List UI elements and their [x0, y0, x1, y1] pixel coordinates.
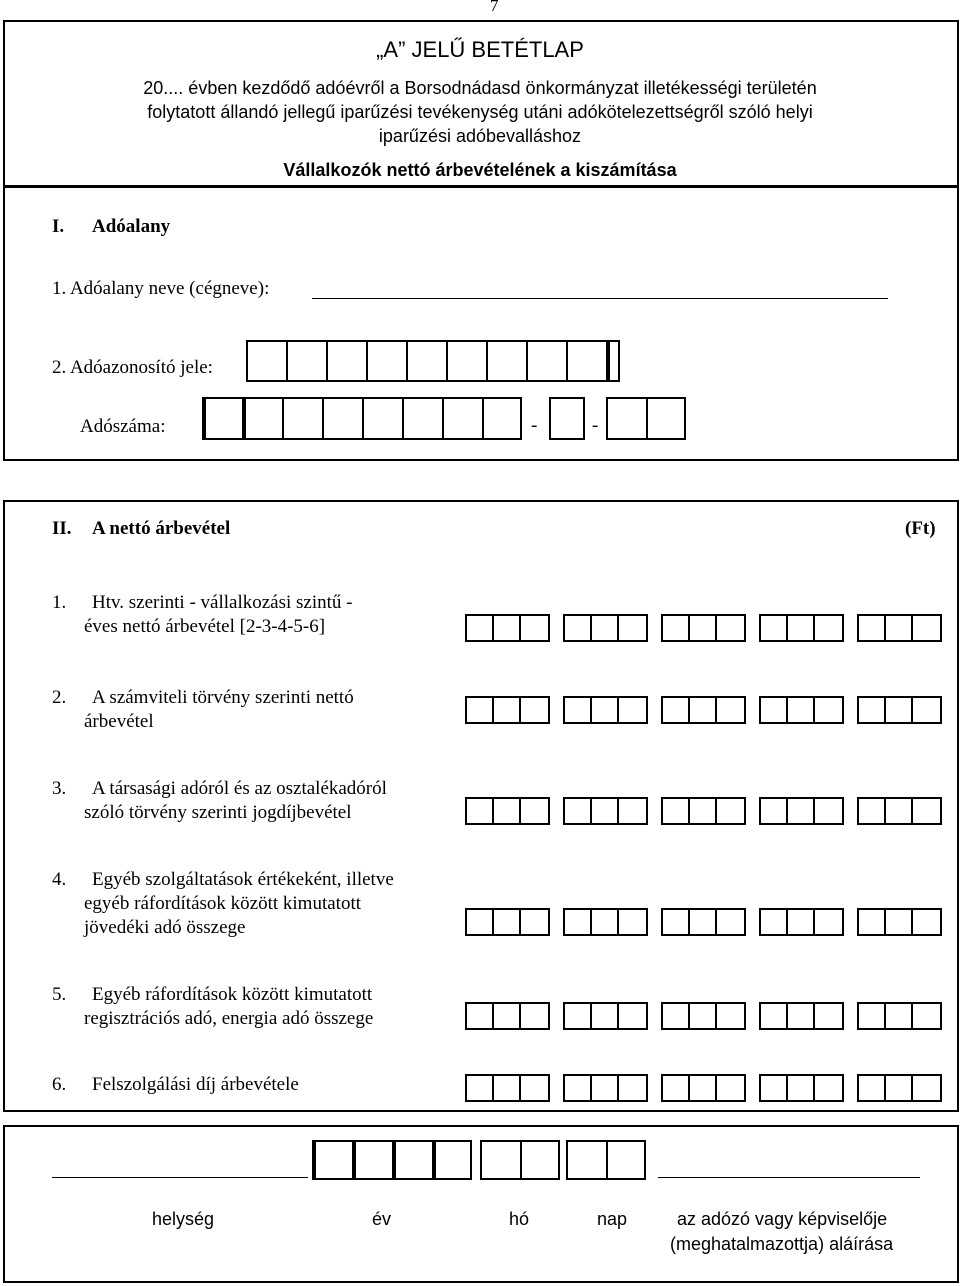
amount-digit-cell[interactable]: [761, 799, 788, 823]
amount-digit-cell[interactable]: [717, 910, 744, 934]
amount-digit-cell[interactable]: [467, 1004, 494, 1028]
amount-digit-group[interactable]: [759, 1074, 844, 1102]
taxnumber-cell[interactable]: [202, 399, 242, 438]
revenue-item-number: 1.: [52, 592, 67, 613]
section1-title: Adóalany: [92, 216, 171, 237]
revenue-item-label: Felszolgálási díj árbevétele: [92, 1074, 299, 1095]
header-line-2: folytatott állandó jellegű iparűzési tevékenység utáni adókötelezettségről szóló helyi: [147, 102, 813, 122]
taxnumber-cell[interactable]: [646, 399, 686, 438]
header-subtitle: Vállalkozók nettó árbevételének a kiszámítása: [283, 160, 677, 180]
taxnumber-cell[interactable]: [482, 399, 522, 438]
amount-digit-cell[interactable]: [565, 1076, 592, 1100]
taxid-cell[interactable]: [526, 342, 566, 380]
amount-digit-cell[interactable]: [521, 698, 548, 722]
amount-digit-cell[interactable]: [886, 616, 913, 640]
amount-digit-cell[interactable]: [717, 1076, 744, 1100]
taxnumber-cell[interactable]: [606, 399, 646, 438]
amount-digit-cell[interactable]: [619, 910, 646, 934]
taxid-cells[interactable]: [246, 340, 620, 382]
amount-digit-cell[interactable]: [717, 616, 744, 640]
month-cell[interactable]: [520, 1142, 560, 1178]
amount-digit-group[interactable]: [759, 1002, 844, 1030]
amount-digit-cell[interactable]: [859, 799, 886, 823]
amount-digit-cell[interactable]: [565, 616, 592, 640]
amount-digit-cell[interactable]: [663, 1076, 690, 1100]
amount-digit-group[interactable]: [563, 1002, 648, 1030]
amount-digit-cell[interactable]: [663, 698, 690, 722]
amount-digit-cell[interactable]: [690, 1004, 717, 1028]
amount-digit-cell[interactable]: [592, 616, 619, 640]
day-label: nap: [597, 1209, 628, 1229]
amount-digit-group[interactable]: [661, 696, 746, 724]
amount-digit-group[interactable]: [759, 797, 844, 825]
taxid-cell[interactable]: [246, 342, 286, 380]
amount-digit-group[interactable]: [661, 908, 746, 936]
taxid-cell[interactable]: [326, 342, 366, 380]
revenue-item-label: éves nettó árbevétel [2-3-4-5-6]: [84, 616, 326, 637]
year-cell[interactable]: [352, 1142, 392, 1178]
amount-digit-cell[interactable]: [717, 799, 744, 823]
amount-digit-cell[interactable]: [565, 799, 592, 823]
taxid-cell[interactable]: [286, 342, 326, 380]
amount-digit-cell[interactable]: [717, 698, 744, 722]
amount-digit-cell[interactable]: [690, 799, 717, 823]
taxid-cell[interactable]: [366, 342, 406, 380]
year-label: év: [372, 1209, 392, 1229]
amount-digit-group[interactable]: [465, 908, 550, 936]
signer-label-line2: (meghatalmazottja) aláírása: [670, 1234, 894, 1254]
revenue-item-number: 5.: [52, 984, 67, 1005]
amount-digit-cell[interactable]: [467, 910, 494, 934]
revenue-item-label: jövedéki adó összege: [84, 917, 246, 938]
taxnumber-cell[interactable]: [549, 399, 585, 438]
taxid-field-label: 2. Adóazonosító jele:: [52, 357, 213, 378]
amount-digit-cell[interactable]: [467, 1076, 494, 1100]
taxnumber-separator-2: -: [592, 415, 599, 436]
signature-underline[interactable]: [658, 1177, 920, 1178]
taxid-cell[interactable]: [406, 342, 446, 380]
amount-digit-cell[interactable]: [565, 1004, 592, 1028]
revenue-item-label: egyéb ráfordítások között kimutatott: [84, 893, 362, 914]
amount-digit-group[interactable]: [857, 797, 942, 825]
amount-digit-cell[interactable]: [815, 616, 842, 640]
month-label: hó: [509, 1209, 530, 1229]
amount-digit-cell[interactable]: [663, 616, 690, 640]
amount-digit-cell[interactable]: [467, 616, 494, 640]
amount-digit-cell[interactable]: [886, 698, 913, 722]
amount-digit-cell[interactable]: [663, 799, 690, 823]
name-field-label: 1. Adóalany neve (cégneve):: [52, 278, 270, 299]
amount-digit-cell[interactable]: [494, 910, 521, 934]
amount-digit-group[interactable]: [563, 696, 648, 724]
amount-digit-cell[interactable]: [521, 616, 548, 640]
amount-digit-cell[interactable]: [913, 799, 940, 823]
revenue-item-number: 3.: [52, 778, 67, 799]
amount-digit-cell[interactable]: [788, 910, 815, 934]
taxnumber-cell[interactable]: [362, 399, 402, 438]
amount-digit-cell[interactable]: [521, 1076, 548, 1100]
taxnumber-cell[interactable]: [442, 399, 482, 438]
amount-digit-cell[interactable]: [663, 910, 690, 934]
name-field-value[interactable]: [312, 276, 887, 298]
amount-digit-group[interactable]: [661, 1002, 746, 1030]
amount-digit-cell[interactable]: [592, 799, 619, 823]
amount-digit-group[interactable]: [857, 1002, 942, 1030]
day-cell[interactable]: [606, 1142, 646, 1178]
amount-digit-cell[interactable]: [913, 698, 940, 722]
amount-digit-cell[interactable]: [663, 1004, 690, 1028]
amount-digit-group[interactable]: [563, 797, 648, 825]
amount-digit-cell[interactable]: [886, 1076, 913, 1100]
amount-digit-cell[interactable]: [859, 616, 886, 640]
page-number: 7: [490, 0, 499, 15]
amount-digit-group[interactable]: [563, 614, 648, 642]
year-cell[interactable]: [312, 1142, 352, 1178]
amount-digit-cell[interactable]: [788, 616, 815, 640]
section1-number: I.: [52, 216, 65, 237]
taxnumber-cells-main[interactable]: [202, 397, 522, 440]
taxid-cell[interactable]: [486, 342, 526, 380]
amount-digit-cell[interactable]: [761, 910, 788, 934]
amount-digit-cell[interactable]: [565, 910, 592, 934]
amount-digit-cell[interactable]: [494, 616, 521, 640]
amount-digit-group[interactable]: [759, 614, 844, 642]
year-cell[interactable]: [392, 1142, 432, 1178]
amount-digit-cell[interactable]: [619, 1004, 646, 1028]
amount-digit-group[interactable]: [759, 696, 844, 724]
amount-digit-cell[interactable]: [788, 1004, 815, 1028]
taxnumber-field-label: Adószáma:: [80, 416, 166, 437]
amount-digit-group[interactable]: [465, 614, 550, 642]
month-cells[interactable]: [480, 1140, 560, 1180]
amount-digit-cell[interactable]: [761, 698, 788, 722]
amount-digit-cell[interactable]: [788, 1076, 815, 1100]
taxnumber-cell[interactable]: [322, 399, 362, 438]
amount-digit-cell[interactable]: [913, 1076, 940, 1100]
amount-digit-cell[interactable]: [619, 1076, 646, 1100]
amount-digit-group[interactable]: [465, 1074, 550, 1102]
month-cell[interactable]: [480, 1142, 520, 1178]
amount-digit-cell[interactable]: [619, 616, 646, 640]
amount-digit-cell[interactable]: [467, 698, 494, 722]
revenue-item-label: szóló törvény szerinti jogdíjbevétel: [84, 802, 352, 823]
amount-digit-cell[interactable]: [690, 910, 717, 934]
amount-digit-cell[interactable]: [815, 910, 842, 934]
revenue-item-label: A társasági adóról és az osztalékadóról: [92, 778, 387, 799]
amount-digit-group[interactable]: [857, 696, 942, 724]
amount-digit-group[interactable]: [857, 908, 942, 936]
amount-digit-cell[interactable]: [690, 698, 717, 722]
taxnumber-cells-county[interactable]: [606, 397, 686, 440]
year-cell[interactable]: [432, 1142, 472, 1178]
amount-digit-cell[interactable]: [913, 1004, 940, 1028]
amount-digit-group[interactable]: [465, 1002, 550, 1030]
amount-digit-cell[interactable]: [859, 1076, 886, 1100]
taxnumber-cells-vat[interactable]: [549, 397, 585, 440]
revenue-item-label: Htv. szerinti - vállalkozási szintű -: [92, 592, 353, 613]
amount-digit-cell[interactable]: [886, 799, 913, 823]
day-cell[interactable]: [566, 1142, 606, 1178]
revenue-item-label: regisztrációs adó, energia adó összege: [84, 1008, 374, 1029]
amount-digit-cell[interactable]: [494, 1076, 521, 1100]
taxnumber-cell[interactable]: [242, 399, 282, 438]
signer-label-line1: az adózó vagy képviselője: [677, 1209, 888, 1229]
taxid-cell[interactable]: [566, 342, 606, 380]
place-label: helység: [152, 1209, 215, 1229]
amount-digit-cell[interactable]: [521, 1004, 548, 1028]
amount-digit-cell[interactable]: [494, 698, 521, 722]
amount-digit-group[interactable]: [465, 696, 550, 724]
revenue-item-label: A számviteli törvény szerinti nettó: [92, 687, 354, 708]
amount-digit-cell[interactable]: [521, 799, 548, 823]
amount-digit-cell[interactable]: [815, 799, 842, 823]
amount-digit-cell[interactable]: [859, 910, 886, 934]
amount-digit-cell[interactable]: [815, 698, 842, 722]
amount-digit-cell[interactable]: [815, 1076, 842, 1100]
amount-digit-cell[interactable]: [619, 698, 646, 722]
amount-digit-cell[interactable]: [521, 910, 548, 934]
amount-digit-cell[interactable]: [494, 1004, 521, 1028]
amount-digit-group[interactable]: [857, 1074, 942, 1102]
amount-digit-group[interactable]: [661, 614, 746, 642]
section2-number: II.: [52, 518, 72, 539]
amount-digit-group[interactable]: [857, 614, 942, 642]
amount-digit-cell[interactable]: [592, 1076, 619, 1100]
amount-digit-cell[interactable]: [761, 1076, 788, 1100]
amount-digit-cell[interactable]: [913, 910, 940, 934]
section2-unit: (Ft): [905, 518, 936, 539]
taxnumber-cell[interactable]: [282, 399, 322, 438]
amount-digit-group[interactable]: [465, 797, 550, 825]
amount-digit-cell[interactable]: [592, 910, 619, 934]
amount-digit-cell[interactable]: [494, 799, 521, 823]
name-field-underline: [312, 298, 888, 299]
amount-digit-cell[interactable]: [761, 616, 788, 640]
amount-digit-cell[interactable]: [619, 799, 646, 823]
amount-digit-cell[interactable]: [565, 698, 592, 722]
amount-digit-group[interactable]: [563, 1074, 648, 1102]
year-cells[interactable]: [312, 1140, 472, 1180]
taxnumber-separator-1: -: [531, 415, 538, 436]
amount-digit-group[interactable]: [563, 908, 648, 936]
section2-title: A nettó árbevétel: [92, 518, 231, 539]
revenue-item-label: Egyéb ráfordítások között kimutatott: [92, 984, 373, 1005]
taxid-cell[interactable]: [446, 342, 486, 380]
amount-digit-cell[interactable]: [467, 799, 494, 823]
revenue-item-number: 2.: [52, 687, 67, 708]
header-line-1: 20.... évben kezdődő adóévről a Borsodnádasd önkormányzat illetékességi területén: [143, 78, 817, 98]
amount-digit-group[interactable]: [661, 797, 746, 825]
place-underline[interactable]: [52, 1177, 308, 1178]
amount-digit-group[interactable]: [661, 1074, 746, 1102]
amount-digit-cell[interactable]: [788, 698, 815, 722]
amount-digit-cell[interactable]: [690, 616, 717, 640]
header-line-3: iparűzési adóbevalláshoz: [378, 126, 582, 146]
revenue-item-number: 4.: [52, 869, 67, 890]
amount-digit-cell[interactable]: [886, 910, 913, 934]
amount-digit-cell[interactable]: [886, 1004, 913, 1028]
amount-digit-cell[interactable]: [592, 698, 619, 722]
amount-digit-cell[interactable]: [859, 698, 886, 722]
amount-digit-cell[interactable]: [788, 799, 815, 823]
amount-digit-cell[interactable]: [815, 1004, 842, 1028]
amount-digit-cell[interactable]: [717, 1004, 744, 1028]
revenue-item-label: Egyéb szolgáltatások értékeként, illetve: [92, 869, 394, 890]
revenue-item-number: 6.: [52, 1074, 67, 1095]
amount-digit-cell[interactable]: [913, 616, 940, 640]
day-cells[interactable]: [566, 1140, 646, 1180]
amount-digit-cell[interactable]: [690, 1076, 717, 1100]
form-title: „A” JELŰ BETÉTLAP: [376, 37, 584, 62]
amount-digit-cell[interactable]: [859, 1004, 886, 1028]
amount-digit-group[interactable]: [759, 908, 844, 936]
amount-digit-cell[interactable]: [761, 1004, 788, 1028]
revenue-item-label: árbevétel: [84, 711, 154, 732]
amount-digit-cell[interactable]: [592, 1004, 619, 1028]
taxid-cell[interactable]: [606, 342, 620, 380]
taxnumber-cell[interactable]: [402, 399, 442, 438]
